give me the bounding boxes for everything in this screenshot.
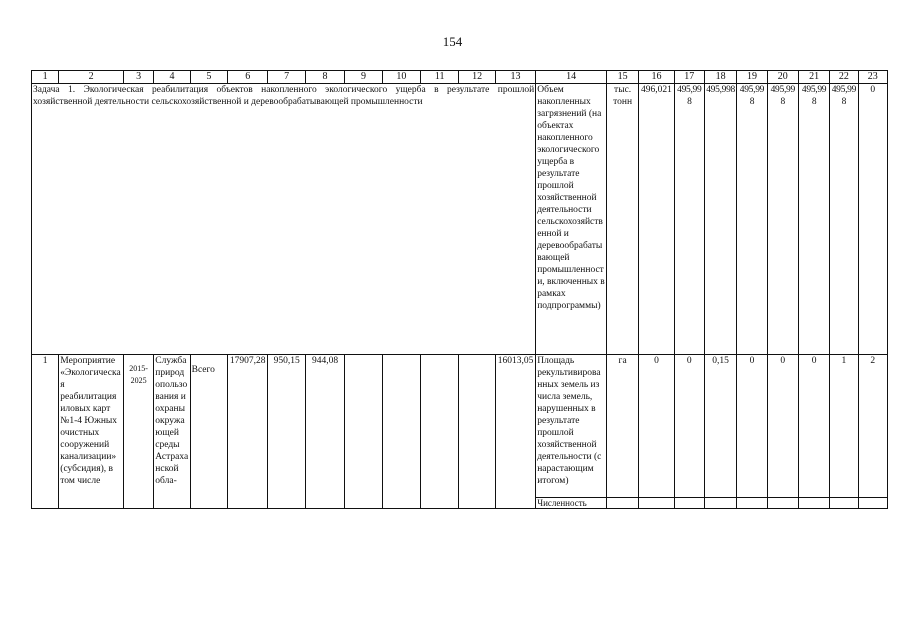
event-value: 0 (798, 355, 829, 498)
column-header: 11 (421, 71, 459, 84)
task-title: Задача 1. Экологическая реабилитация объектов накопленного экологического ущерба в результате прошлой хозяйственной деятельности сельскохозяйственной и деревообрабатывающей промышленности (32, 84, 536, 355)
column-number-row (32, 71, 888, 84)
funding-year (345, 355, 382, 509)
column-header: 19 (737, 71, 767, 84)
column-header: 1 (32, 71, 59, 84)
column-header: 20 (767, 71, 798, 84)
funding-year: 944,08 (305, 355, 344, 509)
event-value: 0 (737, 355, 767, 498)
next-indicator: Численность (536, 498, 607, 509)
empty-cell (798, 498, 829, 509)
funding-year: 950,15 (268, 355, 305, 509)
event-value: 0 (674, 355, 704, 498)
event-executor: Служба природопользования и охраны окружающей среды Астраханской обла- (154, 355, 190, 509)
column-header: 15 (606, 71, 638, 84)
column-header: 7 (268, 71, 305, 84)
event-value: 0 (639, 355, 674, 498)
empty-cell (858, 498, 887, 509)
column-header: 12 (459, 71, 495, 84)
empty-cell (674, 498, 704, 509)
funding-year (421, 355, 459, 509)
column-header: 10 (382, 71, 420, 84)
event-row (32, 355, 888, 498)
event-indicator: Площадь рекультивированных земель из числа земель, нарушенных в результате прошлой хозяйственной деятельности (с нарастающим итогом) (536, 355, 607, 498)
column-header: 8 (305, 71, 344, 84)
empty-cell (737, 498, 767, 509)
empty-cell (639, 498, 674, 509)
event-number: 1 (32, 355, 59, 509)
column-header: 16 (639, 71, 674, 84)
column-header: 13 (495, 71, 535, 84)
empty-cell (767, 498, 798, 509)
event-period: 2015-2025 (123, 355, 153, 509)
event-unit: га (606, 355, 638, 498)
column-header: 17 (674, 71, 704, 84)
column-header: 22 (830, 71, 858, 84)
event-value: 2 (858, 355, 887, 498)
column-header: 6 (228, 71, 268, 84)
column-header: 23 (858, 71, 887, 84)
task-value: 495,998 (798, 84, 829, 355)
task-unit: тыс. тонн (606, 84, 638, 355)
task-row (32, 84, 888, 355)
funding-year: 16013,05 (495, 355, 535, 509)
event-value: 0 (767, 355, 798, 498)
event-value: 0,15 (704, 355, 736, 498)
task-value: 495,998 (830, 84, 858, 355)
funding-total: 17907,28 (228, 355, 268, 509)
empty-cell (704, 498, 736, 509)
column-header: 4 (154, 71, 190, 84)
column-header: 21 (798, 71, 829, 84)
task-value: 496,021 (639, 84, 674, 355)
program-table (31, 70, 888, 509)
task-indicator: Объем накопленных загрязнений (на объектах накопленного экологического ущерба в результате прошлой хозяйственной деятельности сельскохозяйственной и деревообрабатывающей промышленности, включенных в рамках подпрограммы) (536, 84, 607, 355)
task-value: 495,998 (704, 84, 736, 355)
funding-year (459, 355, 495, 509)
task-value: 495,998 (767, 84, 798, 355)
column-header: 14 (536, 71, 607, 84)
task-value: 495,998 (737, 84, 767, 355)
column-header: 2 (59, 71, 124, 84)
event-name: Мероприятие «Экологическая реабилитация иловых карт №1-4 Южных очистных сооружений канализации» (субсидия), в том числе (59, 355, 124, 509)
task-value: 495,998 (674, 84, 704, 355)
funding-source: Всего (190, 355, 227, 509)
column-header: 9 (345, 71, 382, 84)
column-header: 18 (704, 71, 736, 84)
task-value: 0 (858, 84, 887, 355)
page-number: 154 (442, 34, 463, 49)
funding-year (382, 355, 420, 509)
empty-cell (606, 498, 638, 509)
empty-cell (830, 498, 858, 509)
event-value: 1 (830, 355, 858, 498)
column-header: 3 (123, 71, 153, 84)
column-header: 5 (190, 71, 227, 84)
